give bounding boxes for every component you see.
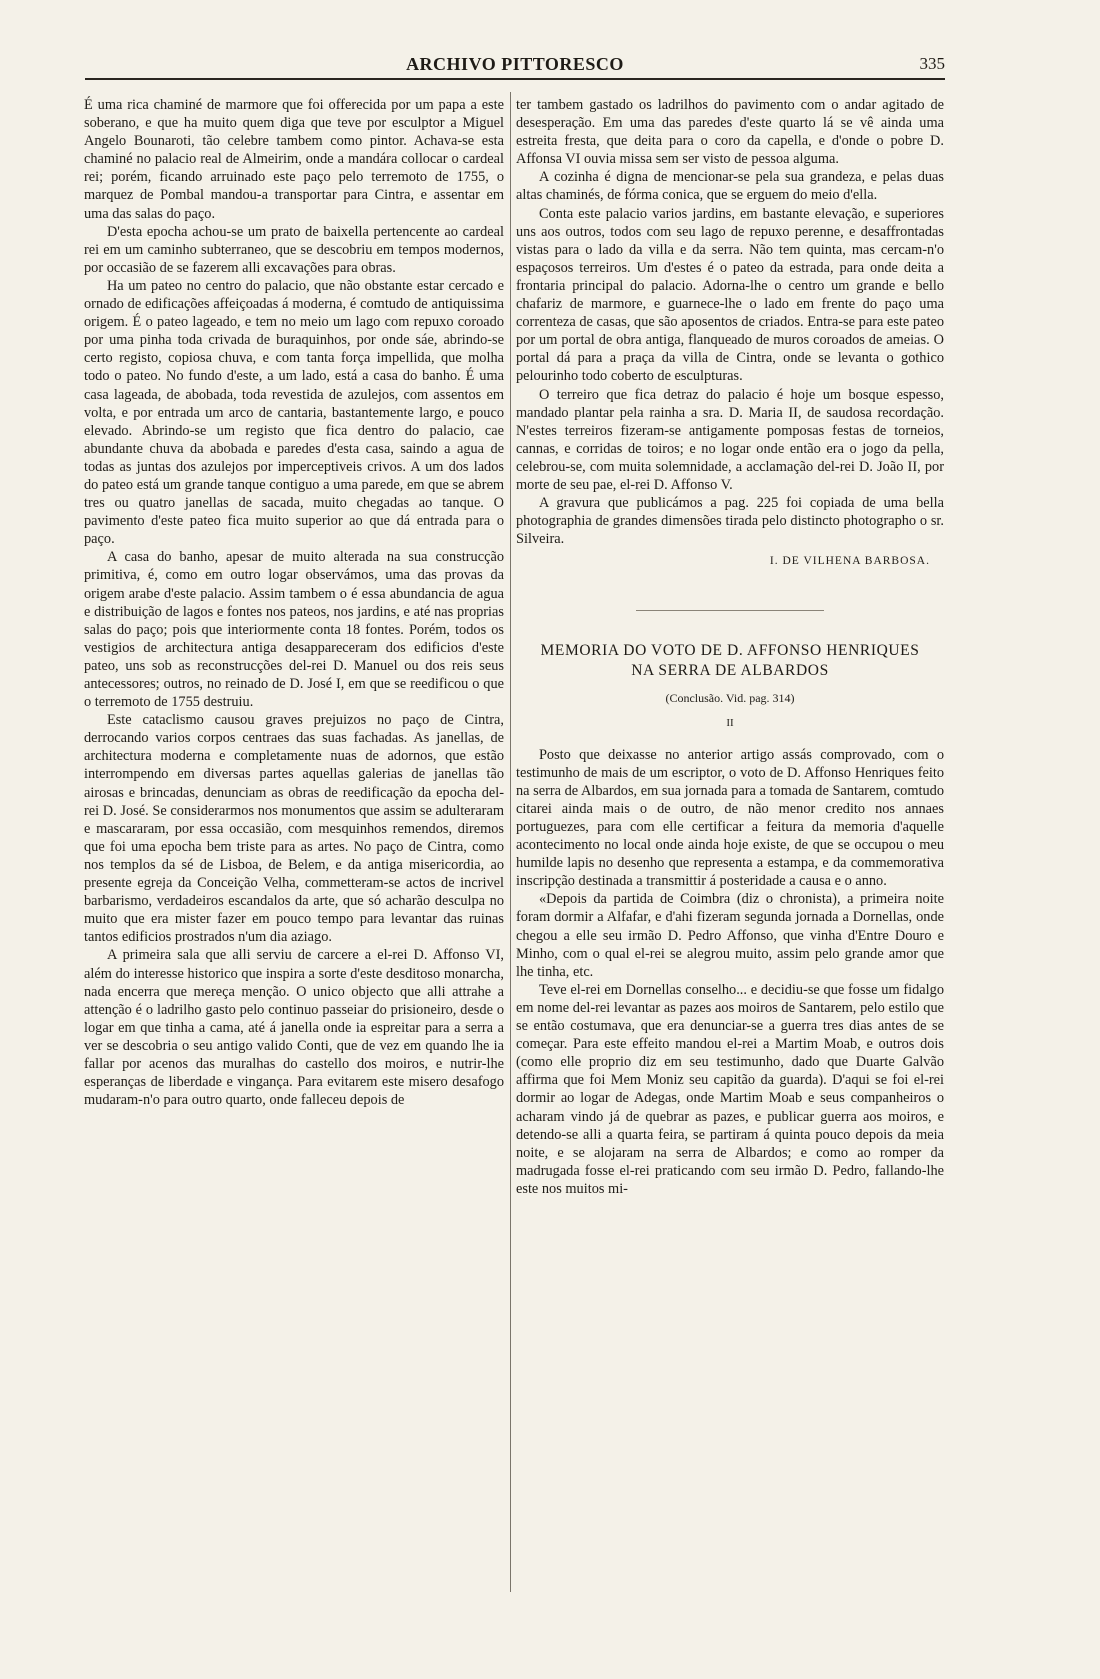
paragraph: A cozinha é digna de mencionar-se pela sua grandeza, e pelas duas altas chaminés, de fórma conica, que se erguem do meio d'ella. [516,169,944,204]
publication-title: ARCHIVO PITTORESCO [406,54,624,74]
article-separator [636,610,824,611]
article-title [516,641,944,681]
left-column [84,96,504,1109]
page-number: 335 [919,54,945,73]
paragraph: Conta este palacio varios jardins, em bastante elevação, e superiores uns aos outros, todos com seu lago de repuxo perenne, e desaffrontadas vistas para o lado da villa e da serra. Não tem quinta, mas cercam-n'o espaçosos terreiros. Um d'estes é o pateo da estrada, para onde deita a frontaria principal do palacio. Adorna-lhe o centro um grande e bello chafariz de marmore, e guarnece-lhe o lado em frente do paço uma correnteza de casas, que são aposentos de criados. Entra-se para este pateo por um portal de obra antiga, flanqueado de muros coroados de ameias. O portal dá para a praça da villa de Cintra, onde se levanta o gothico pelourinho todo coberto de esculpturas. [516,205,944,385]
paragraph: Ha um pateo no centro do palacio, que não obstante estar cercado e ornado de edificações affeiçoadas á moderna, é comtudo de antiquissima origem. É o pateo lageado, e tem no meio um lago com repuxo coroado por uma pinha toda crivada de buraquinhos, por onde sáe, abrindo-se certo registo, copiosa chuva, e com tanta força impellida, que molha todo o pateo. No fundo d'este, a um lado, está a casa do banho. É uma casa lageada, de abobada, toda revestida de azulejos, com assentos em volta, e por entrada um arco de cantaria, bastantemente largo, e pouco elevado. Abrindo-se um registo que fica dentro do palacio, cae abundante chuva da abobada e paredes d'esta casa, saindo a agua de todas as juntas dos azulejos por imperceptiveis crivos. A um dos lados do pateo está um grande tanque contiguo a uma parede, em que se abrem tres ou quatro janellas de sacada, muito chegadas ao tanque. O pavimento d'este pateo fica muito superior ao que dá entrada para o paço. [84,277,504,548]
article-title-line: MEMORIA DO VOTO DE D. AFFONSO HENRIQUES [540,642,920,660]
paragraph: ter tambem gastado os ladrilhos do pavimento com o andar agitado de desesperação. Em uma das paredes d'este quarto lá se vê ainda uma estreita fresta, que deita para o coro da capella, e d'onde o pobre D. Affonsa VI ouvia missa sem ser visto de pessoa alguma. [516,97,944,168]
column-divider [510,92,511,1592]
paragraph: A primeira sala que alli serviu de carcere a el-rei D. Affonso VI, além do interesse historico que inspira a sorte d'este desditoso monarcha, nada encerra que mereça menção. O unico objecto que alli attrahe a attenção é o ladrilho gasto pelo continuo passeiar do prisioneiro, desde o logar em que tinha a cama, até á janella onde ia espreitar para a serra a ver se descobria o seu antigo valido Conti, que de vez em quando lhe ia fallar por acenos das muralhas do castello dos moiros, e nutrir-lhe esperanças de liberdade e vingança. Para evitarem este misero desafogo mudaram-n'o para outro quarto, onde falleceu depois de [84,947,504,1109]
right-column [516,96,944,1198]
running-head [85,52,945,80]
paragraph: Posto que deixasse no anterior artigo assás comprovado, com o testimunho de mais de um escriptor, o voto de D. Affonso Henriques feito na serra de Albardos, em sua jornada para a tomada de Santarem, comtudo citarei ainda mais o de outro, de não menor credito nos annaes portuguezes, para com elle certificar a feitura da memoria d'aquelle acontecimento no local onde ainda hoje existe, de que se occupou o meu humilde lapis no desenho que representa a estampa, e da commemorativa inscripção destinada a transmittir á posteridade a causa e o anno. [516,746,944,890]
section-number: II [726,716,734,729]
paragraph: Teve el-rei em Dornellas conselho... e decidiu-se que fosse um fidalgo em nome del-rei levantar as pazes aos moiros de Santarem, pelo estilo que se então costumava, que era denunciar-se a guerra tres dias antes de se começar. Para este effeito mandou el-rei a Martim Moab, e outros dois (como elle proprio diz em seu testimunho, dado que Duarte Galvão affirma que foi Mem Moniz seu capitão da guarda). D'aqui se foi el-rei dormir ao logar de Adegas, onde Martim Moab e seus companheiros o acharam vindo já de quebrar as pazes, e publicar guerra aos moiros, e detendo-se alli a quarta feira, se partiram á quinta pouco depois da meia noite, e se alojaram na serra de Albardos; e como ao romper da madrugada fosse el-rei praticando com seu irmão D. Pedro, fallando-lhe este nos muitos mi- [516,981,944,1197]
article-title-line: NA SERRA DE ALBARDOS [631,662,829,680]
paragraph: É uma rica chaminé de marmore que foi offerecida por um papa a este soberano, e que ha muito quem diga que teve por esculptor a Miguel Angelo Bounaroti, tão celebre tambem como pintor. Achava-se esta chaminé no palacio real de Almeirim, onde a mandára collocar o cardeal rei; porém, ficando arruinado este paço pelo terremoto de 1755, o marquez de Pombal mandou-a transportar para Cintra, e assentar em uma das salas do paço. [84,97,504,222]
paragraph: O terreiro que fica detraz do palacio é hoje um bosque espesso, mandado plantar pela rainha a sra. D. Maria II, de saudosa recordação. N'estes terreiros fizeram-se antigamente pomposas festas de torneios, cannas, e corridas de toiros; e no logar onde então era o jogo da pella, celebrou-se, com muita solemnidade, a acclamação del-rei D. João II, por morte de seu pae, el-rei D. Affonso V. [516,386,944,493]
author-signature: I. DE VILHENA BARBOSA. [769,555,930,568]
paragraph: A casa do banho, apesar de muito alterada na sua construcção primitiva, é, como em outro logar observámos, uma das provas da origem arabe d'este palacio. Assim tambem o é essa abundancia de agua e distribuição de lagos e fontes nos pateos, nos jardins, e até nas proprias salas do paço; pois que interiormente conta 18 fontes. Porém, todos os vestigios de architectura antiga desappareceram dos edificios d'este pateo, uns sob as reconstrucções del-rei D. Manuel ou dos reis seus antecessores; outros, no reinado de D. José I, em que se reedificou o que o terremoto de 1755 destruiu. [84,549,504,711]
paragraph: «Depois da partida de Coimbra (diz o chronista), a primeira noite foram dormir a Alfafar, e d'ahi fizeram segunda jornada a Dornellas, onde chegou a elle seu irmão D. Pedro Affonso, que vinha d'Entre Douro e Minho, com o qual el-rei se alegrou muito, assim pelo grande amor que lhe tinha, etc. [516,891,944,980]
paragraph: A gravura que publicámos a pag. 225 foi copiada de uma bella photographia de grandes dimensões tirada pelo distincto photographo o sr. Silveira. [516,495,944,548]
article-subtitle: (Conclusão. Vid. pag. 314) [665,691,795,706]
paragraph: Este cataclismo causou graves prejuizos no paço de Cintra, derrocando varios corpos centraes das suas fachadas. As janellas, de architectura moderna e completamente nuas de adornos, que estão interrompendo em diversas partes aquellas galerias de janellas tão airosas e brincadas, denunciam as obras de reedificação da epocha del-rei D. José. Se considerarmos nos monumentos que assim se adulteraram e mascararam, por essa occasião, com mesquinhos remendos, diremos que foi uma epocha bem triste para as artes. No paço de Cintra, como nos templos da sé de Lisboa, de Belem, e da antiga misericordia, ao presente egreja da Conceição Velha, commetteram-se actos de incrivel barbarismo, verdadeiros escandalos da arte, que só acharão desculpa no muito que era mister fazer em pouco tempo para levantar das ruinas tantos edificios prostrados n'um dia aziago. [84,712,504,946]
paragraph: D'esta epocha achou-se um prato de baixella pertencente ao cardeal rei em um caminho subterraneo, que se descobriu em tempos modernos, por occasião de se fazerem alli excavações para obras. [84,223,504,276]
